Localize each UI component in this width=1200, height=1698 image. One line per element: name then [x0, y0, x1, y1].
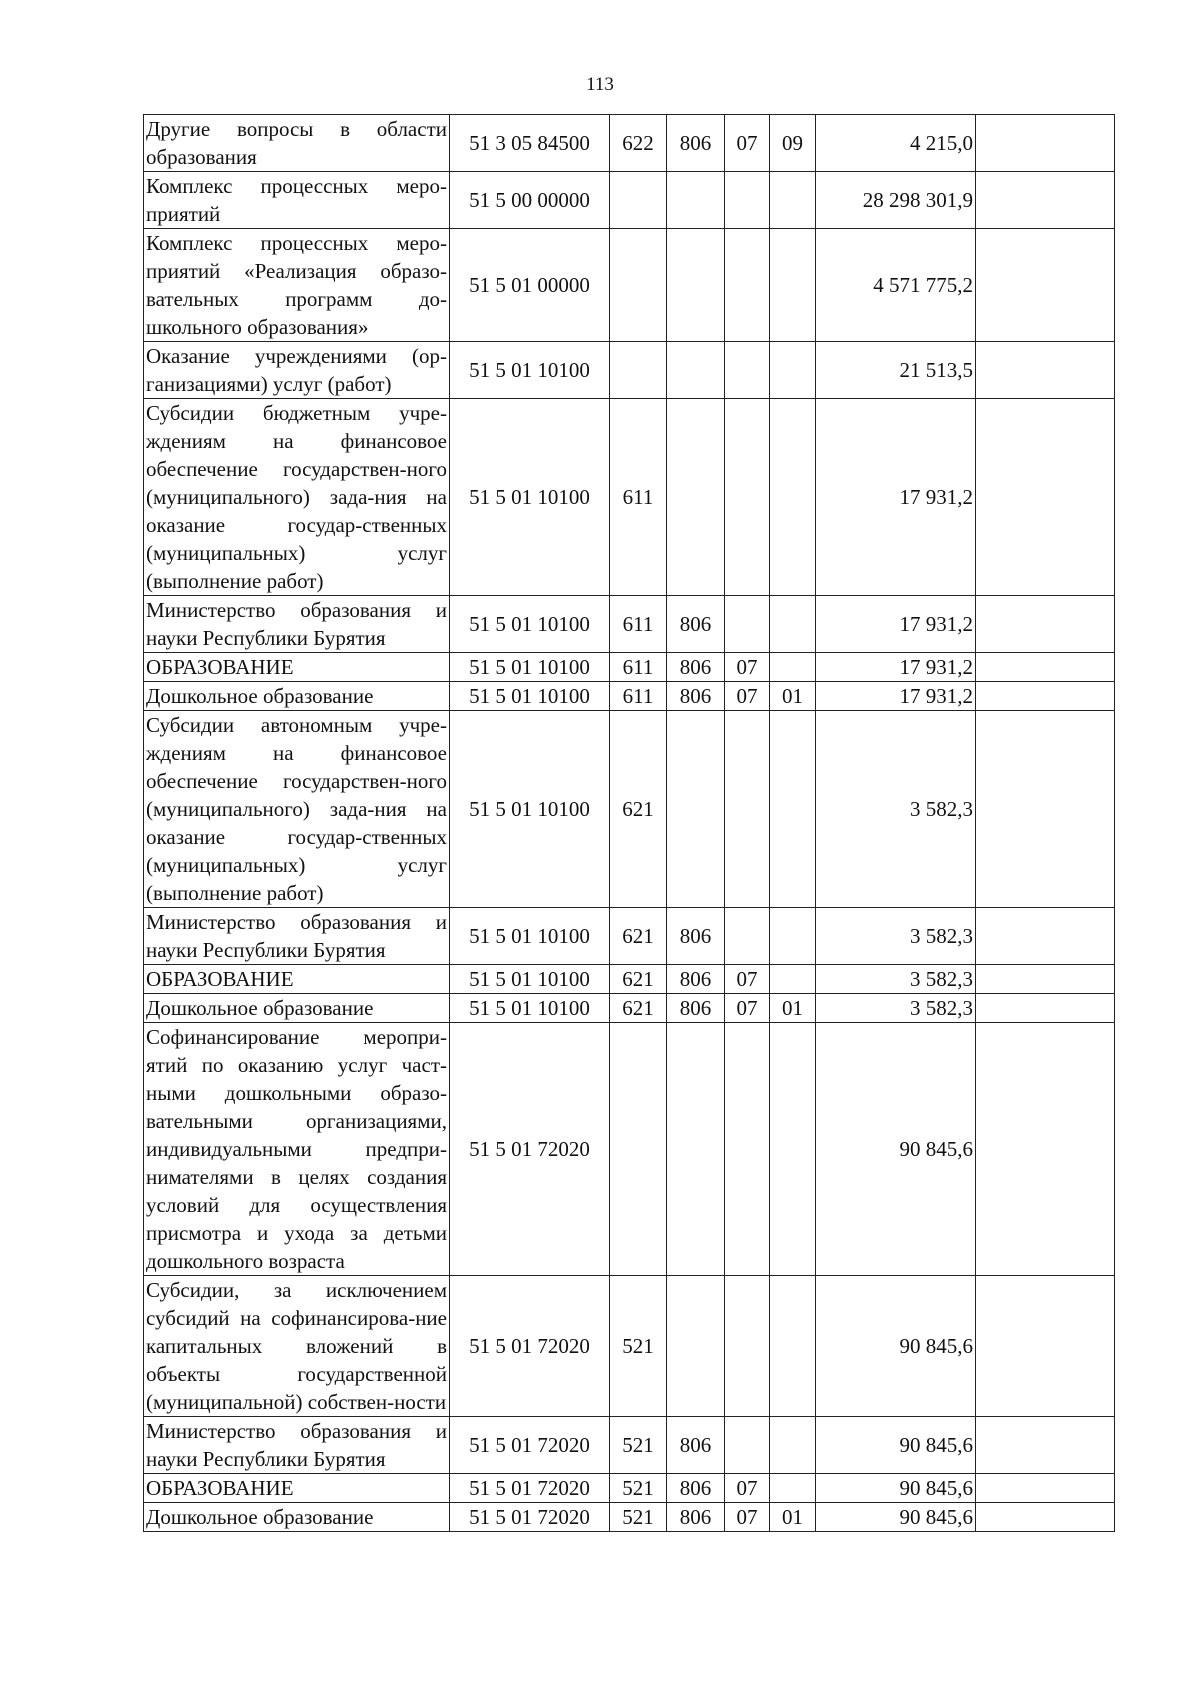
row-target-article: 51 5 01 10100	[450, 711, 610, 908]
row-ministry-code	[667, 172, 725, 229]
row-ministry-code: 806	[667, 682, 725, 711]
row-amount: 4 215,0	[816, 115, 976, 172]
row-ministry-code	[667, 711, 725, 908]
budget-table	[143, 114, 1115, 1532]
row-subsection	[770, 1474, 816, 1503]
row-ministry-code: 806	[667, 1417, 725, 1474]
row-expense-type	[610, 229, 667, 342]
row-subsection	[770, 965, 816, 994]
row-name: ОБРАЗОВАНИЕ	[144, 653, 450, 682]
row-section	[725, 1417, 770, 1474]
row-subsection	[770, 596, 816, 653]
row-extra	[976, 908, 1115, 965]
row-expense-type: 521	[610, 1276, 667, 1417]
row-name: ОБРАЗОВАНИЕ	[144, 1474, 450, 1503]
row-ministry-code: 806	[667, 1474, 725, 1503]
row-subsection	[770, 172, 816, 229]
row-extra	[976, 994, 1115, 1023]
row-expense-type: 521	[610, 1503, 667, 1532]
row-extra	[976, 229, 1115, 342]
row-extra	[976, 596, 1115, 653]
table-row	[144, 711, 1115, 908]
row-section: 07	[725, 1503, 770, 1532]
row-ministry-code	[667, 1276, 725, 1417]
row-ministry-code: 806	[667, 653, 725, 682]
row-name: Оказание учреждениями (ор-ганизациями) услуг (работ)	[144, 342, 450, 399]
row-name: Субсидии бюджетным учре-ждениям на финансовое обеспечение государствен-ного (муниципального) зада-ния на оказание государ-ственных (муниципальных) услуг (выполнение работ)	[144, 399, 450, 596]
row-ministry-code: 806	[667, 1503, 725, 1532]
row-section: 07	[725, 682, 770, 711]
row-ministry-code	[667, 399, 725, 596]
table-row	[144, 994, 1115, 1023]
row-target-article: 51 5 01 10100	[450, 596, 610, 653]
row-name: Комплекс процессных меро-приятий	[144, 172, 450, 229]
row-amount: 17 931,2	[816, 596, 976, 653]
row-subsection	[770, 653, 816, 682]
row-name: Дошкольное образование	[144, 994, 450, 1023]
row-amount: 90 845,6	[816, 1503, 976, 1532]
row-extra	[976, 965, 1115, 994]
row-subsection	[770, 1276, 816, 1417]
row-section: 07	[725, 1474, 770, 1503]
row-subsection: 01	[770, 682, 816, 711]
page-number: 113	[586, 74, 614, 95]
row-ministry-code: 806	[667, 994, 725, 1023]
row-target-article: 51 5 01 72020	[450, 1023, 610, 1276]
row-ministry-code: 806	[667, 908, 725, 965]
row-extra	[976, 342, 1115, 399]
row-expense-type	[610, 342, 667, 399]
table-row	[144, 1417, 1115, 1474]
row-extra	[976, 653, 1115, 682]
row-target-article: 51 5 01 72020	[450, 1474, 610, 1503]
row-section	[725, 229, 770, 342]
row-name: ОБРАЗОВАНИЕ	[144, 965, 450, 994]
row-target-article: 51 5 01 10100	[450, 682, 610, 711]
row-amount: 21 513,5	[816, 342, 976, 399]
row-name: Министерство образования и науки Республики Бурятия	[144, 908, 450, 965]
row-amount: 3 582,3	[816, 711, 976, 908]
row-section: 07	[725, 115, 770, 172]
row-section	[725, 1023, 770, 1276]
row-target-article: 51 5 00 00000	[450, 172, 610, 229]
row-amount: 17 931,2	[816, 682, 976, 711]
row-amount: 90 845,6	[816, 1474, 976, 1503]
row-target-article: 51 5 01 00000	[450, 229, 610, 342]
row-name: Комплекс процессных меро-приятий «Реализация образо-вательных программ до-школьного образования»	[144, 229, 450, 342]
row-name: Софинансирование меропри-ятий по оказанию услуг част-ными дошкольными образо-вательными организациями, индивидуальными предпри-нимателями в целях создания условий для осуществления присмотра и ухода за детьми дошкольного возраста	[144, 1023, 450, 1276]
row-name: Министерство образования и науки Республики Бурятия	[144, 596, 450, 653]
table-row	[144, 1023, 1115, 1276]
row-target-article: 51 5 01 10100	[450, 965, 610, 994]
row-target-article: 51 5 01 10100	[450, 342, 610, 399]
row-subsection	[770, 1023, 816, 1276]
row-target-article: 51 5 01 10100	[450, 994, 610, 1023]
row-ministry-code: 806	[667, 965, 725, 994]
table-row	[144, 172, 1115, 229]
row-amount: 4 571 775,2	[816, 229, 976, 342]
row-subsection	[770, 229, 816, 342]
table-row	[144, 115, 1115, 172]
row-extra	[976, 682, 1115, 711]
row-section	[725, 711, 770, 908]
row-expense-type: 621	[610, 994, 667, 1023]
row-target-article: 51 5 01 10100	[450, 908, 610, 965]
row-section	[725, 172, 770, 229]
row-amount: 17 931,2	[816, 399, 976, 596]
row-name: Субсидии, за исключением субсидий на софинансирова-ние капитальных вложений в объекты государственной (муниципальной) собствен-ности	[144, 1276, 450, 1417]
row-subsection	[770, 711, 816, 908]
row-expense-type	[610, 1023, 667, 1276]
row-target-article: 51 5 01 72020	[450, 1276, 610, 1417]
row-ministry-code: 806	[667, 115, 725, 172]
row-ministry-code	[667, 229, 725, 342]
row-amount: 90 845,6	[816, 1023, 976, 1276]
table-row	[144, 1474, 1115, 1503]
row-name: Дошкольное образование	[144, 682, 450, 711]
row-section: 07	[725, 994, 770, 1023]
row-expense-type: 521	[610, 1417, 667, 1474]
table-row	[144, 908, 1115, 965]
row-subsection: 01	[770, 994, 816, 1023]
row-section	[725, 399, 770, 596]
row-target-article: 51 5 01 72020	[450, 1503, 610, 1532]
row-subsection	[770, 399, 816, 596]
row-expense-type: 621	[610, 711, 667, 908]
row-ministry-code: 806	[667, 596, 725, 653]
table-row	[144, 399, 1115, 596]
row-section	[725, 1276, 770, 1417]
row-name: Другие вопросы в области образования	[144, 115, 450, 172]
row-target-article: 51 5 01 72020	[450, 1417, 610, 1474]
table-row	[144, 653, 1115, 682]
row-section: 07	[725, 965, 770, 994]
row-expense-type: 622	[610, 115, 667, 172]
row-expense-type: 621	[610, 965, 667, 994]
row-target-article: 51 5 01 10100	[450, 653, 610, 682]
row-extra	[976, 1417, 1115, 1474]
row-extra	[976, 711, 1115, 908]
table-row	[144, 596, 1115, 653]
row-expense-type: 611	[610, 653, 667, 682]
row-expense-type: 611	[610, 399, 667, 596]
row-section: 07	[725, 653, 770, 682]
row-amount: 3 582,3	[816, 994, 976, 1023]
row-ministry-code	[667, 1023, 725, 1276]
row-expense-type: 611	[610, 596, 667, 653]
table-row	[144, 682, 1115, 711]
row-subsection	[770, 1417, 816, 1474]
row-amount: 90 845,6	[816, 1417, 976, 1474]
row-extra	[976, 1276, 1115, 1417]
row-target-article: 51 3 05 84500	[450, 115, 610, 172]
row-subsection: 01	[770, 1503, 816, 1532]
table-row	[144, 1503, 1115, 1532]
row-name: Министерство образования и науки Республики Бурятия	[144, 1417, 450, 1474]
row-expense-type: 621	[610, 908, 667, 965]
row-extra	[976, 1023, 1115, 1276]
row-subsection	[770, 908, 816, 965]
row-section	[725, 596, 770, 653]
row-amount: 3 582,3	[816, 908, 976, 965]
row-amount: 90 845,6	[816, 1276, 976, 1417]
row-extra	[976, 115, 1115, 172]
row-expense-type	[610, 172, 667, 229]
table-row	[144, 229, 1115, 342]
row-extra	[976, 399, 1115, 596]
row-amount: 3 582,3	[816, 965, 976, 994]
table-row	[144, 342, 1115, 399]
row-section	[725, 342, 770, 399]
table-row	[144, 1276, 1115, 1417]
row-subsection	[770, 342, 816, 399]
row-ministry-code	[667, 342, 725, 399]
row-expense-type: 521	[610, 1474, 667, 1503]
row-subsection: 09	[770, 115, 816, 172]
row-amount: 17 931,2	[816, 653, 976, 682]
row-extra	[976, 1503, 1115, 1532]
row-expense-type: 611	[610, 682, 667, 711]
row-name: Субсидии автономным учре-ждениям на финансовое обеспечение государствен-ного (муниципального) зада-ния на оказание государ-ственных (муниципальных) услуг (выполнение работ)	[144, 711, 450, 908]
row-extra	[976, 172, 1115, 229]
row-target-article: 51 5 01 10100	[450, 399, 610, 596]
row-amount: 28 298 301,9	[816, 172, 976, 229]
row-section	[725, 908, 770, 965]
row-name: Дошкольное образование	[144, 1503, 450, 1532]
row-extra	[976, 1474, 1115, 1503]
table-row	[144, 965, 1115, 994]
